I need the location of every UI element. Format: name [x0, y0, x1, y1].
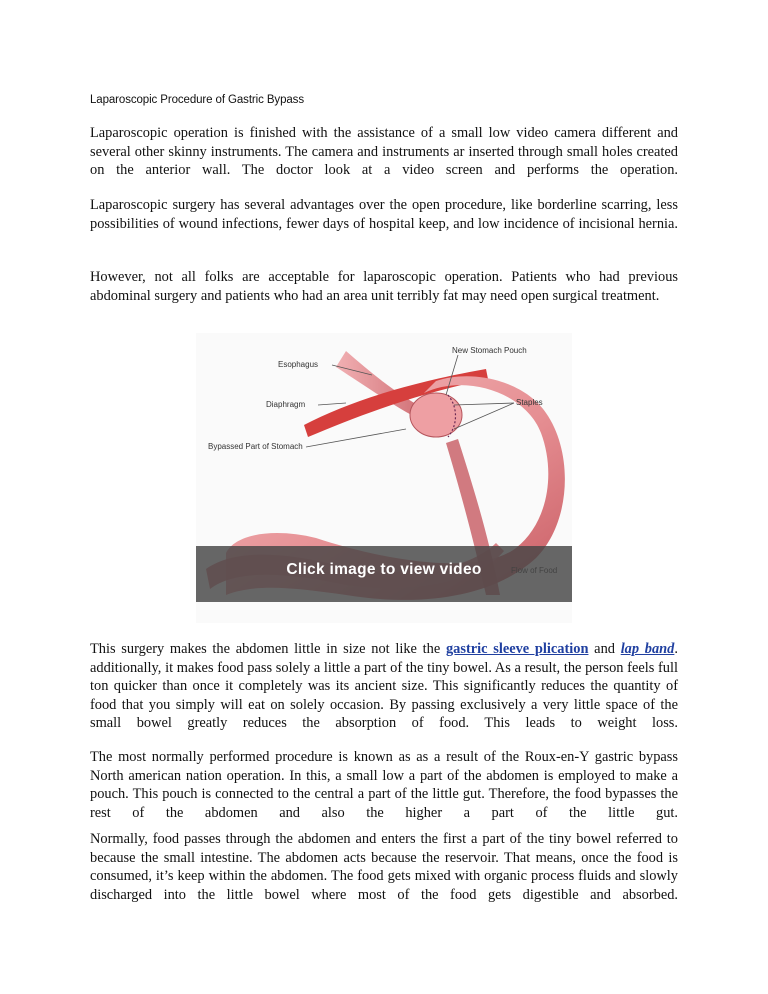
paragraph-3: However, not all folks are acceptable for laparoscopic operation. Patients who had previous abdominal surgery and patients who had an area unit terribly fat may need open surgical treatment. [90, 269, 678, 304]
gastric-sleeve-plication-link[interactable]: gastric sleeve plication [445, 641, 589, 657]
paragraph-4-text-a: This surgery makes the abdomen little in size not like the [90, 641, 446, 657]
paragraph-2: Laparoscopic surgery has several advantages over the open procedure, like borderline scarring, less possibilities of wound infections, fewer days of hospital keep, and low incidence of incisional hernia. [90, 197, 678, 232]
paragraph-4-text-b: and [588, 641, 621, 657]
label-bypassed: Bypassed Part of Stomach [208, 442, 303, 451]
paragraph-6: Normally, food passes through the abdomen and enters the first a part of the tiny bowel referred to because the small intestine. The abdomen acts because the reservoir. That means, once the food is consumed, it’s keep within the abdomen. The food gets mixed with organic process fluids and slowly discharged into the little bowel where most of the food gets digestible and absorbed. [90, 831, 678, 903]
document-title: Laparoscopic Procedure of Gastric Bypass [90, 94, 304, 106]
paragraph-5: The most normally performed procedure is known as as a result of the Roux-en-Y gastric bypass North american nation operation. In this, a small low a part of the abdomen is employed to make a pouch. This pouch is connected to the central a part of the little gut. Therefore, the food bypasses the rest of the abdomen and also the higher a part of the little gut. [90, 749, 678, 821]
label-staples: Staples [516, 398, 543, 407]
paragraph-4-text-c: . additionally, it makes food pass solely a little a part of the tiny bowel. As a result, the person feels full ton quicker than once it completely was its ancient size. This significantly reduces the quantity of food that you simply will eat on solely occasion. By passing exclusively a very little space of the small bowel greatly reduces the absorption of food. This leads to weight loss. [90, 641, 678, 731]
label-esophagus: Esophagus [278, 360, 319, 369]
paragraph-1: Laparoscopic operation is finished with the assistance of a small low video camera different and several other skinny instruments. The camera and instruments ar inserted through small holes created on the anterior wall. The doctor look at a video screen and performs the operation. [90, 125, 678, 178]
gastric-bypass-figure[interactable] [196, 333, 572, 623]
label-diaphragm: Diaphragm [266, 400, 306, 409]
paragraph-4 [90, 640, 678, 733]
label-pouch: New Stomach Pouch [452, 346, 527, 355]
click-to-view-video[interactable]: Click image to view video [286, 561, 482, 578]
lap-band-link[interactable]: lap band [620, 641, 675, 657]
